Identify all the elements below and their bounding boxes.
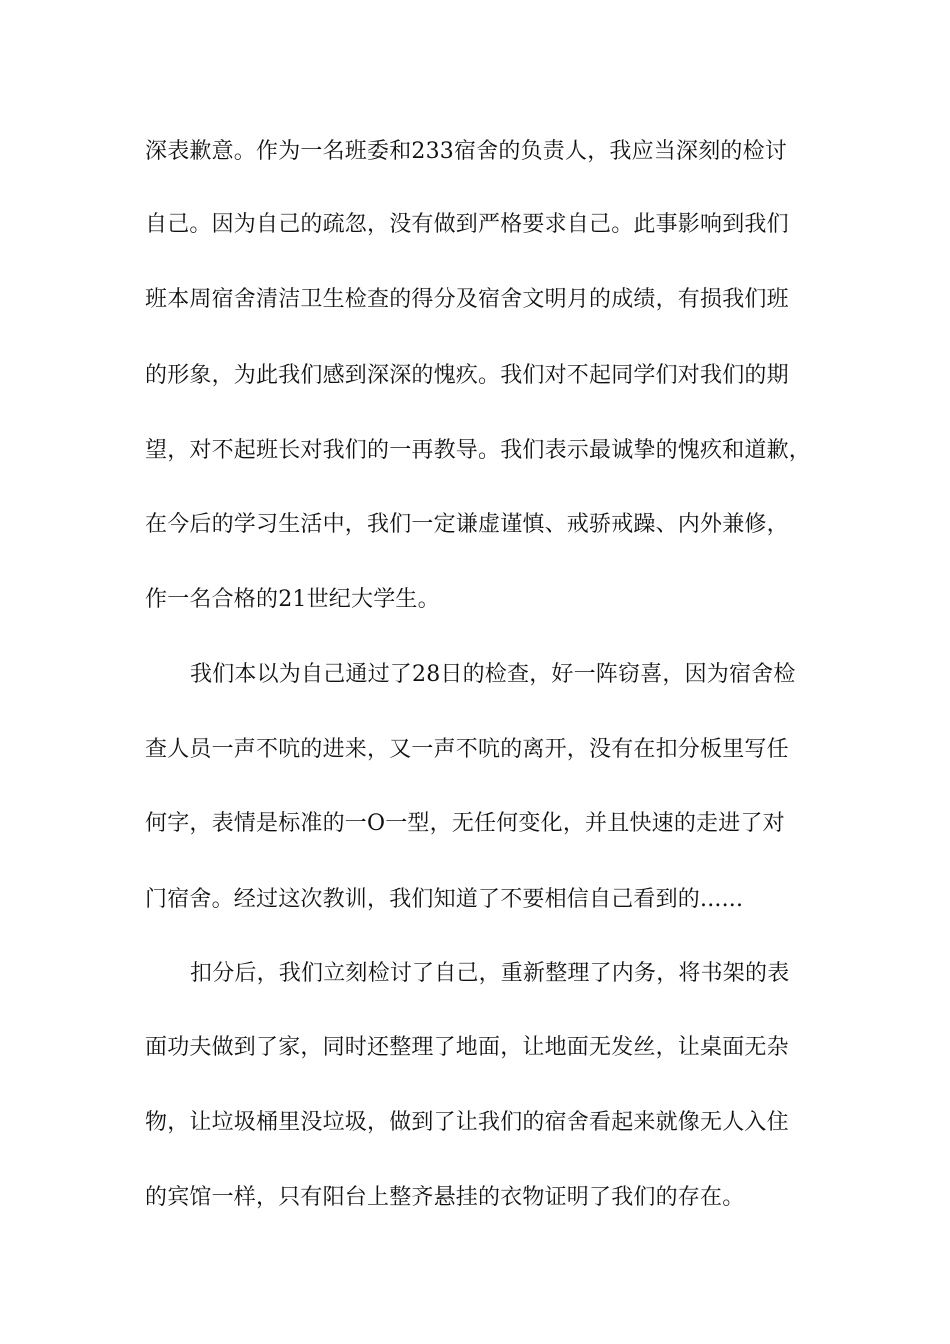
paragraph-2-line-4: 门宿舍。经过这次教训，我们知道了不要相信自己看到的...... [145, 887, 744, 912]
paragraph-3-line-2: 面功夫做到了家，同时还整理了地面，让地面无发丝，让桌面无杂 [145, 1035, 789, 1060]
paragraph-1-line-2: 自己。因为自己的疏忽，没有做到严格要求自己。此事影响到我们 [145, 212, 789, 237]
paragraph-1-line-5: 望，对不起班长对我们的一再教导。我们表示最诚挚的愧疚和道歉， [145, 438, 812, 463]
paragraph-2-line-2: 查人员一声不吭的进来，又一声不吭的离开，没有在扣分板里写任 [145, 737, 789, 762]
paragraph-1-line-1: 深表歉意。作为一名班委和233宿舍的负责人，我应当深刻的检讨 [145, 139, 787, 164]
paragraph-3-line-3: 物，让垃圾桶里没垃圾，做到了让我们的宿舍看起来就像无人入住 [145, 1110, 789, 1135]
paragraph-1-line-4: 的形象，为此我们感到深深的愧疚。我们对不起同学们对我们的期 [145, 363, 789, 388]
paragraph-3-line-1: 扣分后，我们立刻检讨了自己，重新整理了内务，将书架的表 [190, 961, 790, 986]
paragraph-2-line-1: 我们本以为自己通过了28日的检查，好一阵窃喜，因为宿舍检 [190, 662, 796, 687]
paragraph-3-line-4: 的宾馆一样，只有阳台上整齐悬挂的衣物证明了我们的存在。 [145, 1185, 745, 1210]
paragraph-2-line-3: 何字，表情是标准的一O一型，无任何变化，并且快速的走进了对 [145, 811, 785, 836]
paragraph-1-line-6: 在今后的学习生活中，我们一定谦虚谨慎、戒骄戒躁、内外兼修， [145, 512, 789, 537]
paragraph-1-line-7: 作一名合格的21世纪大学生。 [145, 587, 440, 612]
paragraph-1-line-3: 班本周宿舍清洁卫生检查的得分及宿舍文明月的成绩，有损我们班 [145, 287, 789, 312]
